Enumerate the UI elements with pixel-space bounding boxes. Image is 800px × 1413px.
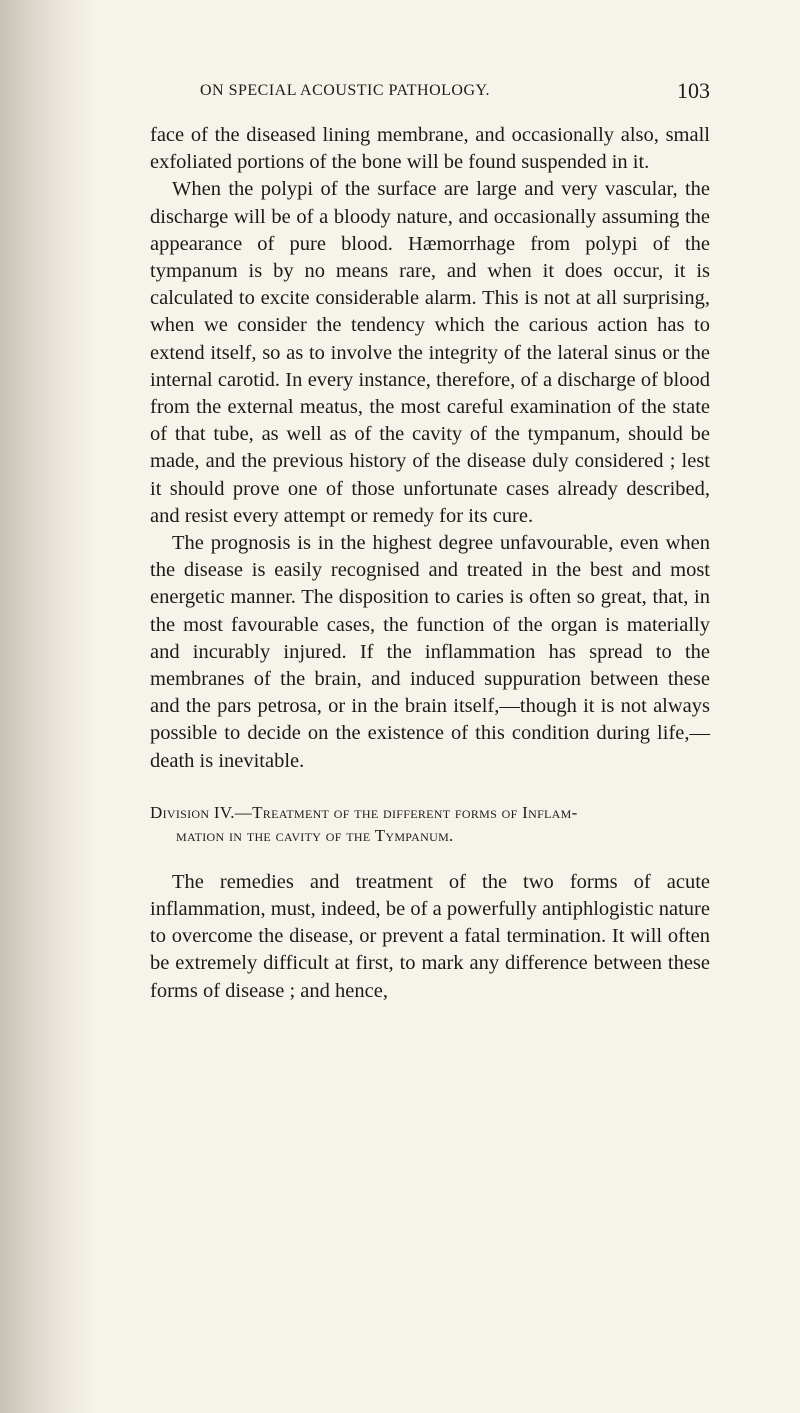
division-label: Division IV.	[150, 802, 235, 822]
page-edge-shadow	[0, 0, 95, 1413]
running-title: ON SPECIAL ACOUSTIC PATHOLOGY.	[200, 82, 491, 99]
running-head	[150, 78, 710, 108]
body-text	[150, 122, 710, 1005]
book-page	[150, 78, 710, 1005]
division-heading	[150, 801, 710, 847]
paragraph-continuation: face of the diseased lining membrane, and occasionally also, small exfoliated portions of the bone will be found suspended in it.	[150, 124, 710, 174]
paragraph-prognosis: The prognosis is in the highest degree unfavourable, even when the disease is easily recognised and treated in the best and most energetic manner. The disposition to caries is often so great, that, in the most favourable cases, the function of the organ is materially and incurably injured. If the inflammation has spread to the membranes of the brain, and induced suppuration between these and the pars petrosa, or in the brain itself,—though it is not always possible to decide on the existence of this condition during life,—death is inevitable.	[150, 532, 710, 772]
paragraph-haemorrhage: When the polypi of the surface are large and very vascular, the discharge will be of a bloody nature, and occasionally assuming the appearance of pure blood. Hæmorrhage from polypi of the tympanum is by no means rare, and when it does occur, it is calculated to excite considerable alarm. This is not at all surprising, when we consider the tendency which the carious action has to extend itself, so as to involve the integrity of the lateral sinus or the internal carotid. In every instance, therefore, of a discharge of blood from the external meatus, the most careful examination of the state of that tube, as well as of the cavity of the tympanum, should be made, and the previous history of the disease duly considered ; lest it should prove one of those unfortunate cases already described, and resist every attempt or remedy for its cure.	[150, 178, 710, 527]
division-title-line1: —Treatment of the different forms of Inflam-	[234, 802, 578, 822]
paragraph-remedies: The remedies and treatment of the two forms of acute inflammation, must, indeed, be of a powerfully antiphlogistic nature to overcome the disease, or prevent a fatal termination. It will often be extremely difficult at first, to mark any difference between these forms of disease ; and hence,	[150, 870, 710, 1002]
page-number: 103	[677, 78, 710, 103]
division-title-line2: mation in the cavity of the Tympanum.	[176, 825, 454, 845]
